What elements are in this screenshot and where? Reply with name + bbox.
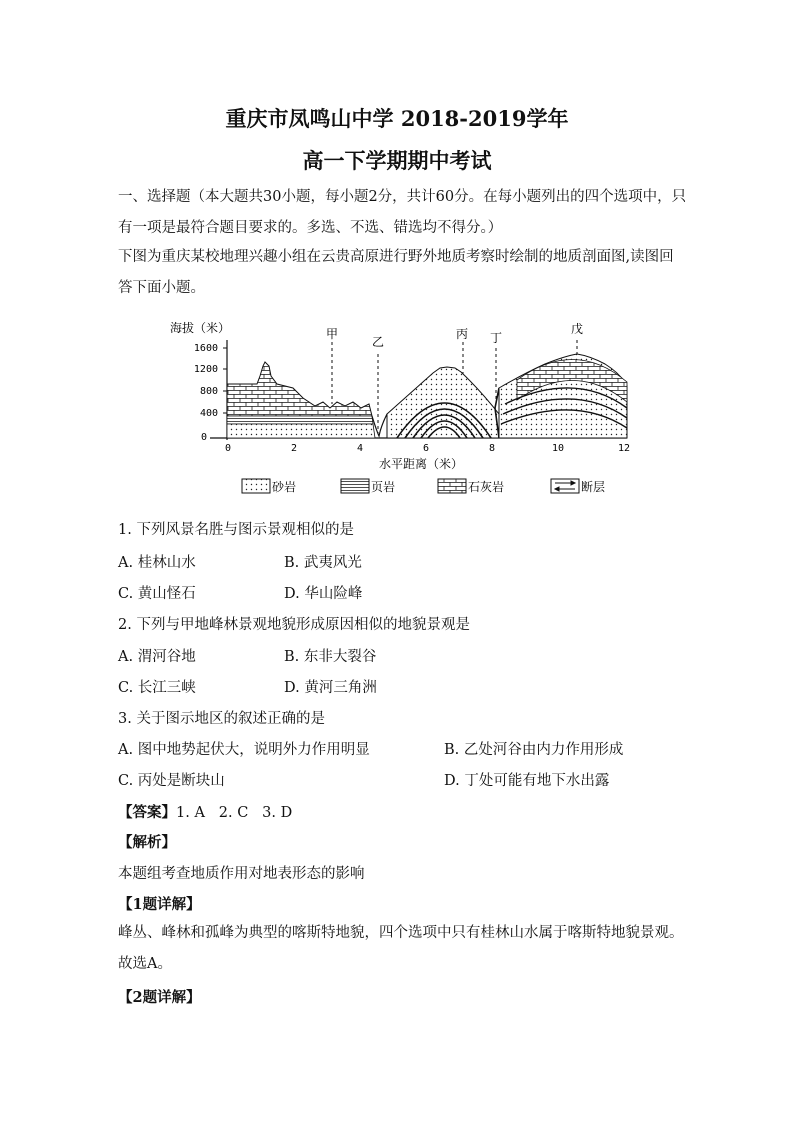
y-tick-label: 0 — [200, 432, 207, 443]
legend-limestone-swatch — [438, 479, 466, 493]
place-label-ding: 丁 — [489, 331, 503, 345]
answer-value: 3. D — [262, 805, 293, 821]
place-label-yi: 乙 — [371, 335, 385, 349]
question-1-option-c: C. 黄山怪石 — [118, 586, 196, 602]
legend-limestone-label: 石灰岩 — [468, 480, 505, 494]
q1-detail-heading: 【1题详解】 — [118, 896, 201, 913]
x-tick-label: 0 — [224, 443, 232, 454]
place-label-bing: 丙 — [455, 327, 469, 341]
legend-sandstone-label: 砂岩 — [272, 480, 297, 494]
answer-value: 1. A — [176, 805, 205, 821]
x-tick-label: 2 — [290, 443, 298, 454]
legend-sandstone-swatch — [242, 479, 270, 493]
document-title: 重庆市凤鸣山中学 2018-2019学年 — [225, 106, 569, 131]
y-tick-label: 400 — [199, 408, 218, 419]
answer-line — [118, 801, 292, 822]
legend-fault-swatch — [551, 479, 579, 493]
answer-value: 2. C — [218, 805, 249, 821]
x-axis-label: 水平距离（米） — [378, 457, 464, 471]
limestone-plateau — [227, 362, 372, 416]
legend-fault-label: 断层 — [581, 480, 606, 494]
geologic-cross-section-figure — [165, 318, 640, 503]
section-instructions: 一、选择题（本大题共30小题，每小题2分，共计60分。在每小题列出的四个选项中，只有一项是最符合题目要求的。多选、不选、错选均不得分。） — [118, 189, 687, 236]
question-2-option-d: D. 黄河三角洲 — [284, 680, 377, 696]
answer-label: 【答案】 — [118, 804, 176, 821]
legend-shale-swatch — [341, 479, 369, 493]
question-1-option-d: D. 华山险峰 — [284, 586, 363, 602]
question-2-option-a: A. 渭河谷地 — [118, 649, 196, 665]
x-tick-label: 6 — [422, 443, 430, 454]
document-subtitle: 高一下学期期中考试 — [302, 148, 492, 173]
question-3-stem: 3. 关于图示地区的叙述正确的是 — [118, 711, 325, 727]
analysis-heading: 【解析】 — [118, 834, 176, 851]
x-tick-label: 8 — [488, 443, 496, 454]
question-1-option-b: B. 武夷风光 — [284, 555, 362, 571]
question-1-stem: 1. 下列风景名胜与图示景观相似的是 — [118, 522, 354, 538]
legend-shale-label: 页岩 — [371, 480, 396, 494]
x-tick-label: 10 — [551, 443, 565, 454]
question-2-option-c: C. 长江三峡 — [118, 680, 196, 696]
question-2-stem: 2. 下列与甲地峰林景观地貌形成原因相似的地貌景观是 — [118, 617, 470, 633]
analysis-intro: 本题组考查地质作用对地表形态的影响 — [118, 866, 365, 882]
q2-detail-heading: 【2题详解】 — [118, 989, 201, 1006]
y-tick-label: 1600 — [193, 343, 218, 354]
x-tick-label: 12 — [617, 443, 631, 454]
y-tick-label: 1200 — [193, 364, 218, 375]
question-3-option-c: C. 丙处是断块山 — [118, 773, 225, 789]
y-tick-label: 800 — [199, 386, 218, 397]
q1-detail-text: 峰丛、峰林和孤峰为典型的喀斯特地貌，四个选项中只有桂林山水属于喀斯特地貌景观。故选A。 — [118, 925, 684, 972]
place-label-jia: 甲 — [325, 327, 339, 341]
question-1-option-a: A. 桂林山水 — [118, 555, 196, 571]
question-3-option-d: D. 丁处可能有地下水出露 — [444, 773, 610, 789]
y-axis-label: 海拔（米） — [170, 321, 231, 335]
x-tick-label: 4 — [356, 443, 364, 454]
figure-intro: 下图为重庆某校地理兴趣小组在云贵高原进行野外地质考察时绘制的地质剖面图,读图回答下面小题。 — [118, 249, 674, 296]
question-3-option-b: B. 乙处河谷由内力作用形成 — [444, 742, 624, 758]
place-label-wu: 戊 — [570, 322, 584, 336]
question-3-option-a: A. 图中地势起伏大，说明外力作用明显 — [118, 742, 370, 758]
question-2-option-b: B. 东非大裂谷 — [284, 649, 377, 665]
